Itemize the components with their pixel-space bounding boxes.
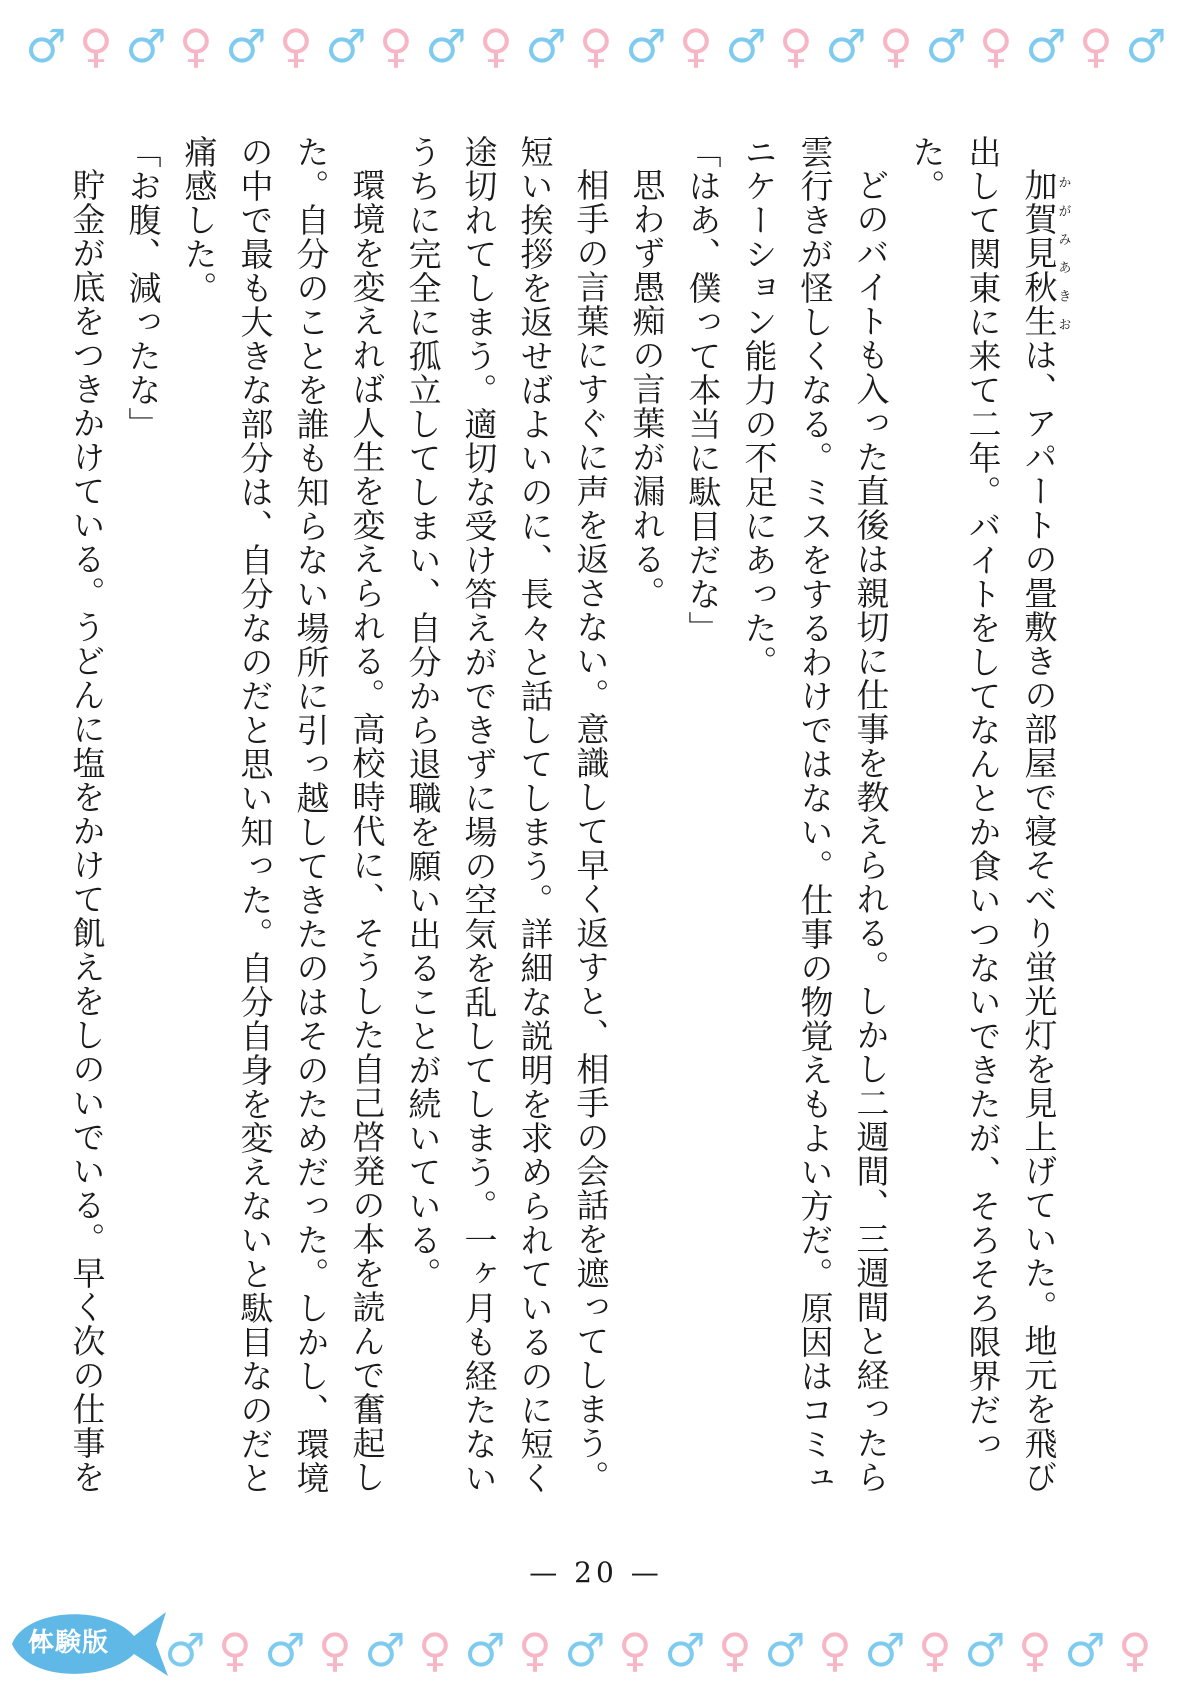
bottom-female-symbol-icon: ♀ [518,1623,552,1677]
bottom-male-symbol-icon: ♂ [464,1623,506,1677]
top-male-symbol-icon: ♂ [325,19,367,73]
top-male-symbol-icon: ♂ [625,19,667,73]
top-female-symbol-icon: ♀ [779,19,813,73]
page-number: — 20 — [529,1556,663,1589]
paragraph-6: 貯金が底をつきかけている。うどんに塩をかけて飢えをしのいでいる。早く次の仕事を [67,168,107,1494]
bottom-male-symbol-icon: ♂ [864,1623,906,1677]
bottom-male-symbol-icon: ♂ [964,1623,1006,1677]
top-male-symbol-icon: ♂ [825,19,867,73]
bottom-female-symbol-icon: ♀ [618,1623,652,1677]
paragraph-1-text: は、アパートの畳敷きの部屋で寝そべり蛍光灯を見上げていた。地元を飛び出して関東に来て二年。バイトをしてなんとか食いつないできたが、そろそろ限界だった。 [907,135,1059,1494]
top-male-symbol-icon: ♂ [425,19,467,73]
bottom-male-symbol-icon: ♂ [1064,1623,1106,1677]
top-male-symbol-icon: ♂ [225,19,267,73]
bottom-male-symbol-icon: ♂ [364,1623,406,1677]
character-name: 加賀見秋生かがみあきお [1019,168,1071,338]
name-reading: かがみあきお [1055,168,1071,338]
bottom-female-symbol-icon: ♀ [418,1623,452,1677]
top-female-symbol-icon: ♀ [879,19,913,73]
paragraph-5: 環境を変えれば人生を変えられる。高校時代に、そうした自己啓発の本を読んで奮起した。自分のことを誰も知らない場所に引っ越してきたのはそのためだった。しかし、環境の中で最も大きな部分は、自分なのだと思い知った。自分自身を変えないと駄目なのだと痛感した。 [179,135,387,1495]
paragraph-1 [899,135,1071,1510]
trial-version-badge [6,1598,170,1682]
dialogue-1: 「はあ、僕って本当に駄目だな」 [683,135,723,645]
badge-label: 体験版 [28,1628,110,1658]
top-female-symbol-icon: ♀ [679,19,713,73]
bottom-male-symbol-icon: ♂ [264,1623,306,1677]
main-text [59,135,1071,1510]
top-female-symbol-icon: ♀ [979,19,1013,73]
top-male-symbol-icon: ♂ [725,19,767,73]
top-male-symbol-icon: ♂ [1025,19,1067,73]
top-male-symbol-icon: ♂ [525,19,567,73]
top-female-symbol-icon: ♀ [379,19,413,73]
bottom-female-symbol-icon: ♀ [1118,1623,1152,1677]
top-female-symbol-icon: ♀ [479,19,513,73]
top-male-symbol-icon: ♂ [125,19,167,73]
top-symbol-border [0,16,1192,76]
bottom-symbol-border [160,1620,1192,1680]
top-male-symbol-icon: ♂ [1125,19,1167,73]
paragraph-2: どのバイトも入った直後は親切に仕事を教えられる。しかし二週間、三週間と経ったら雲行きが怪しくなる。ミスをするわけではない。仕事の物覚えもよい方だ。原因はコミュニケーション能力の不足にあった。 [739,135,891,1495]
top-male-symbol-icon: ♂ [25,19,67,73]
bottom-female-symbol-icon: ♀ [718,1623,752,1677]
top-male-symbol-icon: ♂ [925,19,967,73]
bottom-female-symbol-icon: ♀ [918,1623,952,1677]
bottom-male-symbol-icon: ♂ [664,1623,706,1677]
top-female-symbol-icon: ♀ [279,19,313,73]
paragraph-4: 相手の言葉にすぐに声を返さない。意識して早く返すと、相手の会話を遮ってしまう。短い挨拶を返せばよいのに、長々と話してしまう。詳細な説明を求められているのに短く途切れてしまう。適切な受け答えができずに場の空気を乱してしまう。一ヶ月も経たないうちに完全に孤立してしまい、自分から退職を願い出ることが続いている。 [403,135,611,1495]
bottom-male-symbol-icon: ♂ [764,1623,806,1677]
bottom-female-symbol-icon: ♀ [818,1623,852,1677]
dialogue-2: 「お腹、減ったな」 [123,135,163,441]
bottom-male-symbol-icon: ♂ [164,1623,206,1677]
bottom-female-symbol-icon: ♀ [318,1623,352,1677]
top-female-symbol-icon: ♀ [579,19,613,73]
paragraph-3: 思わず愚痴の言葉が漏れる。 [627,168,667,610]
bottom-male-symbol-icon: ♂ [564,1623,606,1677]
top-female-symbol-icon: ♀ [79,19,113,73]
bottom-female-symbol-icon: ♀ [1018,1623,1052,1677]
top-female-symbol-icon: ♀ [179,19,213,73]
bottom-female-symbol-icon: ♀ [218,1623,252,1677]
top-female-symbol-icon: ♀ [1079,19,1113,73]
